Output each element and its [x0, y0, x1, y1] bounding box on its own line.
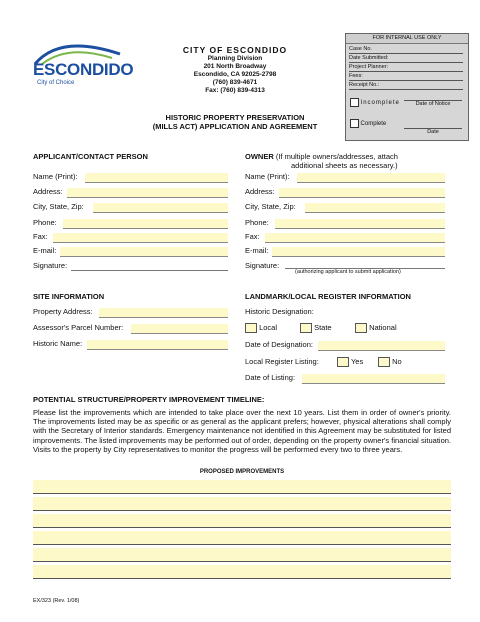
- applicant-phone-input[interactable]: [63, 219, 228, 229]
- owner-email-label: E-mail:: [245, 246, 269, 255]
- complete-row: [350, 119, 386, 128]
- phone: (760) 839-4671: [212, 79, 258, 86]
- proposed-improvements-heading: PROPOSED IMPROVEMENTS: [199, 469, 285, 475]
- national-label: National: [369, 323, 397, 332]
- improvement-row[interactable]: [33, 531, 451, 545]
- owner-city-input[interactable]: [305, 203, 445, 213]
- improvement-row[interactable]: [33, 480, 451, 494]
- improvement-row[interactable]: [33, 548, 451, 562]
- date-designation-label: Date of Designation:: [245, 340, 313, 349]
- date-listing-label: Date of Listing:: [245, 373, 296, 382]
- listing-yes: [337, 357, 363, 367]
- street: 201 North Broadway: [203, 63, 267, 70]
- applicant-fax-input[interactable]: [53, 233, 228, 243]
- applicant-signature-line[interactable]: [71, 261, 228, 271]
- register-listing-label: Local Register Listing:: [245, 357, 319, 366]
- owner-email-input[interactable]: [272, 247, 445, 257]
- owner-address-input[interactable]: [279, 188, 445, 198]
- site-heading: SITE INFORMATION: [33, 292, 105, 301]
- improvement-row[interactable]: [33, 565, 451, 579]
- applicant-email-input[interactable]: [60, 247, 228, 257]
- apn-label: Assessor's Parcel Number:: [33, 323, 124, 332]
- property-address-input[interactable]: [99, 308, 228, 318]
- complete-checkbox[interactable]: [350, 119, 359, 128]
- applicant-address-input[interactable]: [67, 188, 228, 198]
- owner-signature-line[interactable]: [285, 259, 445, 269]
- yes-checkbox[interactable]: [337, 357, 349, 367]
- owner-heading: OWNER: [245, 152, 274, 161]
- owner-signature-label: Signature:: [245, 261, 280, 270]
- owner-city-label: City, State, Zip:: [245, 202, 296, 211]
- designation-local: [245, 323, 277, 333]
- incomplete-checkbox[interactable]: [350, 98, 359, 107]
- logo-tagline: City of Choice: [37, 80, 75, 86]
- date-submitted-field[interactable]: Date Submitted:: [349, 54, 463, 63]
- project-planner-field[interactable]: Project Planner:: [349, 63, 463, 72]
- applicant-name-input[interactable]: [85, 173, 228, 183]
- applicant-email-label: E-mail:: [33, 246, 57, 255]
- state-label: State: [314, 323, 332, 332]
- fees-field[interactable]: Fees:: [349, 72, 463, 81]
- incomplete-row: [350, 98, 400, 107]
- national-checkbox[interactable]: [355, 323, 367, 333]
- logo-wordmark: ESCONDIDO: [33, 60, 134, 79]
- historic-name-input[interactable]: [87, 340, 228, 350]
- internal-box-title: FOR INTERNAL USE ONLY: [346, 34, 468, 44]
- no-label: No: [392, 357, 402, 366]
- complete-label: Complete: [360, 120, 387, 127]
- landmark-heading: LANDMARK/LOCAL REGISTER INFORMATION: [245, 292, 411, 301]
- owner-note2: additional sheets as necessary.): [291, 161, 398, 170]
- apn-input[interactable]: [131, 324, 228, 334]
- internal-use-box: [345, 33, 469, 141]
- historic-name-label: Historic Name:: [33, 339, 83, 348]
- timeline-heading: POTENTIAL STRUCTURE/PROPERTY IMPROVEMENT TIMELINE:: [33, 395, 265, 404]
- date-listing-input[interactable]: [302, 374, 445, 384]
- applicant-fax-label: Fax:: [33, 232, 48, 241]
- owner-phone-input[interactable]: [275, 219, 445, 229]
- owner-name-input[interactable]: [297, 173, 445, 183]
- timeline-paragraph: Please list the improvements which are intended to take place over the next 10 years. List them in order of owner's priority. The improvements listed may be as specific or as general as the applicant prefers; however, physical alterations shall comply with the Secretary of Interior standards. Emergency maintenance not identified in this Agreement may be substituted for listed improvements. The listed improvements may be performed out of order, depending on the property owner's financial situation. Visits to the property by City representatives to monitor the progress will be performed every two to three years.: [33, 408, 451, 454]
- form-title: [140, 113, 330, 131]
- city-state: Escondido, CA 92025-2798: [193, 71, 277, 78]
- applicant-phone-label: Phone:: [33, 218, 57, 227]
- designation-state: [300, 323, 332, 333]
- date-of-notice-line[interactable]: Date of Notice: [404, 100, 462, 107]
- state-checkbox[interactable]: [300, 323, 312, 333]
- receipt-no-field[interactable]: Receipt No.:: [349, 81, 463, 90]
- owner-fax-label: Fax:: [245, 232, 260, 241]
- historic-designation-label: Historic Designation:: [245, 307, 314, 316]
- yes-label: Yes: [350, 357, 364, 366]
- applicant-heading: APPLICANT/CONTACT PERSON: [33, 152, 148, 161]
- applicant-name-label: Name (Print):: [33, 172, 78, 181]
- date-designation-input[interactable]: [318, 341, 445, 351]
- improvement-row[interactable]: [33, 497, 451, 511]
- owner-phone-label: Phone:: [245, 218, 269, 227]
- form-title-line1: HISTORIC PROPERTY PRESERVATION: [165, 113, 305, 122]
- complete-date-line[interactable]: Date: [404, 128, 462, 135]
- local-label: Local: [259, 323, 278, 332]
- owner-fax-input[interactable]: [265, 233, 445, 243]
- applicant-city-input[interactable]: [93, 203, 228, 213]
- owner-signature-note: (authorizing applicant to submit application): [295, 269, 401, 275]
- fax: Fax: (760) 839-4313: [205, 87, 265, 94]
- applicant-address-label: Address:: [33, 187, 63, 196]
- incomplete-label: Incomplete: [360, 99, 400, 106]
- city-header: [170, 45, 300, 95]
- form-number: EX/323 (Rev. 1/08): [33, 598, 80, 604]
- designation-national: [355, 323, 397, 333]
- owner-note: (If multiple owners/addresses, attach: [275, 152, 398, 161]
- local-checkbox[interactable]: [245, 323, 257, 333]
- applicant-signature-label: Signature:: [33, 261, 68, 270]
- case-no-field[interactable]: Case No.: [349, 45, 463, 54]
- improvement-row[interactable]: [33, 514, 451, 528]
- listing-no: [378, 357, 402, 367]
- owner-address-label: Address:: [245, 187, 275, 196]
- no-checkbox[interactable]: [378, 357, 390, 367]
- property-address-label: Property Address:: [33, 307, 93, 316]
- applicant-city-label: City, State, Zip:: [33, 202, 84, 211]
- city-name: CITY OF ESCONDIDO: [182, 45, 288, 55]
- division: Planning Division: [207, 55, 263, 62]
- owner-name-label: Name (Print):: [245, 172, 290, 181]
- owner-heading-block: [245, 152, 465, 170]
- form-title-line2: (MILLS ACT) APPLICATION AND AGREEMENT: [152, 122, 318, 131]
